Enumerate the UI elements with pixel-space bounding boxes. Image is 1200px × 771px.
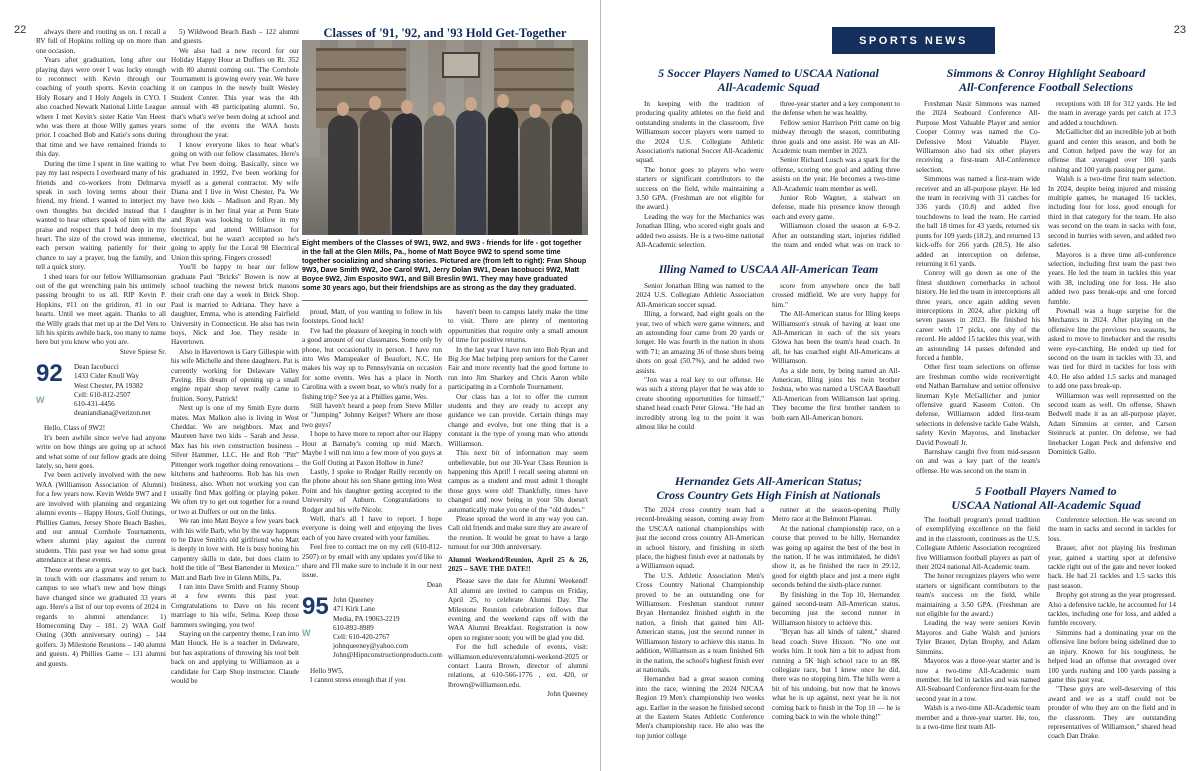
paragraph: Mayoros was a three-year starter and is now a two-time All-Academic team member. He led in tackles and was named All-Seaboard Conference first-team for the second year in a row. (916, 657, 1040, 703)
contact-line: johnqueeney@yahoo.com (332, 642, 409, 651)
paragraph: Still haven't heard a peep from Steve Miller or "Jumping" Johnny Keiper? Where are those two guys? (302, 402, 442, 429)
paragraph: Williamson closed the season at 6-9-2. After an outstanding start, injuries riddled the team and ended what was on track to (772, 222, 900, 250)
simmons-col-1 (916, 100, 1040, 478)
contact-line: Media, PA 19063-2219 (332, 614, 400, 623)
paragraph: Hello, Class of 9W2! (44, 424, 106, 433)
page-number-right: 23 (1173, 24, 1186, 36)
hernandez-headline: Hernandez Gets All-American Status; Cross Country Gets High Finish at Nationals (656, 474, 881, 502)
paragraph: We also had a new record for our Holiday Happy Hour at Duffers on Rt. 352 with 80 alumni coming out. The Cornhole Tournament is growing every year. We have it on campus in the newly built Wesley Student Center. This year was the 4th annual with 48 participating alumni. So, that's what's we've been doing at school and some of the events the WAA hosts throughout the year. (171, 46, 299, 140)
left-column-3 (302, 308, 442, 768)
paragraph: Barnshaw caught five from mid-season on and was a key part of the team's offense. He was second on the team in (916, 448, 1040, 475)
signature-dean: Dean (426, 580, 442, 589)
paragraph: Simmons was named a first-team wide receiver and an all-purpose player. He led the team in receiving with 31 catches for 336 yards (10.8) and added five touchdowns to lead the team. He carried the ball 18 times for 43 yards, returned six punts for 109 yards (18.2), and returned 13 kick-offs for 266 yards (20.5). He also added an interception on defense, returning it 61 yards. (916, 175, 1040, 268)
class-year-92: 92 W (36, 360, 63, 406)
contact-line: West Chester, PA 19382 (74, 381, 144, 390)
soccer-headline: 5 Soccer Players Named to USCAA National All-Academic Squad (658, 66, 879, 94)
paragraph: We ran into Matt Boyce a few years back with his wife Barb, who by the way happens to be Dave Smith's old girlfriend who Matt is deeply in love with. He is busy honing his carpentry skills to date, but does claim to hold the title of "Best Bartender in Mexico." Matt and Barb live in Glenn Mills, Pa. (171, 517, 299, 582)
football-col-2 (1048, 516, 1176, 768)
contact-92 (36, 360, 166, 418)
paragraph: haven't been to campus lately make the time to visit. There are plenty of mentoring opportunities that require only a small amount of time for positive returns. (448, 308, 588, 345)
paragraph: "Bryan has all kinds of talent," shared head coach Steve Hixson. "No one out works him. It took him a bit to adjust from running a 5K high school race to an 8K collegiate race, but I knew once he did, there was no stopping him. The hills were a bit of his undoing, but now that he knows what he is up against, next year he is not coming back to finish in the Top 10 — he is coming back to win the whole thing!" (772, 628, 900, 721)
signature-john: John Queeney (547, 690, 588, 699)
paragraph: score from anywhere once the ball crossed midfield. We are very happy for him." (772, 282, 900, 309)
signature-steve: Steve Spiese Sr. (119, 347, 166, 356)
paragraph: "These guys are well-deserving of this award and we as a staff could not be prouder of who they are on the field and in the classroom. They are outstanding representatives of Williamson," shared head coach Dan Drake. (1048, 685, 1176, 741)
paragraph: three-year starter and a key component to the defense when he was healthy. (772, 100, 900, 118)
paragraph: The U.S. Athletic Association Men's Cross Country National Championship proved to be an outstanding one for Williamson. Freshman standout runner Bryan Hernandez finished eighth in the nation, a finish that gained him All-American status, just the second runner in Williamson history to achieve this status. In addition, Williamson as a team finished 6th in the nation, the school's highest finish ever at nationals. (636, 571, 764, 674)
paragraph: It's been awhile since we've had anyone write on how things are going up at school and what some of our fellow grads are doing lately, so, here goes. (36, 433, 166, 471)
contact-line: 610-431-4456 (74, 400, 115, 409)
col3b-text (302, 667, 442, 686)
paragraph: Illing, a forward, had eight goals on the year, two of which were game winners, and an astounding four came from 20 yards or longer. He was fourth in the nation in shots with 71; an amazing 36 of those shots being shots on goal (50.7%), and he added two assists. (636, 310, 764, 375)
contact-line: 471 Kirk Lane (332, 605, 375, 614)
simmons-col-2 (1048, 100, 1176, 478)
paragraph: Senior Richard Lusch was a spark for the offense, scoring one goal and adding three assists on the year. He becomes a two-time All-Academic team member as well. (772, 156, 900, 193)
paragraph: Brophy got strong as the year progressed. Also a defensive tackle, he accounted for 14 tackles, including one for loss, and added a fumble recovery. (1048, 591, 1176, 628)
paragraph: Simmins had a dominating year on the offensive line before being sidelined due to an injury. Known for his toughness, he helped lead an offense that averaged over 100 yards rushing and 100 yards passing a game this past year. (1048, 628, 1176, 684)
paragraph: Please spread the word in any way you can. Call old friends and make sure they are aware of the reunion. It would be great to have a large turnout for our 30th anniversary. (448, 514, 588, 552)
contact-line: deaniandiana@verizon.net (74, 409, 151, 418)
paragraph: I shed tears for our fellow Williamsonian out of the gut wrenching pain his untimely passing brought to us all. RIP Kevin P. Hopkins, #11 on the gridiron, #1 in our hearts. Until we meet again. Thanks to all the Willy grads that met up at the Del Vets to lift his spirits awhile back, too many to name here but you know who you are. (36, 272, 166, 347)
paragraph: McGallicher did an incredible job at both guard and center this season, and both he and Cotton helped pave the way for an offense that averaged over 100 yards rushing and 100 yards passing per game. (1048, 128, 1176, 174)
paragraph: The honor recognizes players who were starters or significant contributors to the team's success on the field, while maintaining a 3.50 GPA. (Freshman are not eligible for the award.) (916, 572, 1040, 619)
paragraph (636, 251, 764, 253)
reunion-heading: Alumni Weekend/Reunion, April 25 & 26, 2025 – SAVE THE DATE!! (448, 555, 588, 573)
col2-text (171, 28, 299, 686)
left-column-2 (171, 28, 299, 766)
contact-line: John@Hipnconstructionproducts.com (332, 651, 442, 660)
col1-text (36, 28, 166, 348)
contact-line: 610-892-8989 (332, 623, 374, 632)
paragraph: Junior Rob Wagner, a stalwart on defense, made his presence know through each and every game. (772, 194, 900, 221)
football-col-1 (916, 516, 1040, 768)
paragraph: Conference selection. He was second on the team in sacks and second in tackles for loss. (1048, 516, 1176, 543)
paragraph: Well, that's all I have to report. I hope everyone is doing well and enjoying the lives each of you have created with your families. (302, 514, 442, 542)
paragraph: Walsh is a two-time All-Academic team member and a three-year starter. He, too, is a two-time first team All- (916, 704, 1040, 731)
left-column-1 (36, 28, 166, 766)
soccer-col-1 (636, 100, 764, 252)
paragraph: Pownall was a huge surprise for the Mechanics in 2024. After playing on the offensive line the previous two seasons, he asked to move to linebacker and the results were eye-catching. He ended up tied for second on the team in tackles with 33, and was tied for third in tackles for loss with 4.0. He also added 1.5 sacks and managed to add one pass break-up. (1048, 306, 1176, 391)
paragraph: I know everyone likes to hear what's going on with our fellow classmates. Here's what I've been doing. Basically, since we graduated in 1992, I've been working for myself as a general contractor. My wife Diana and I live in West Chester, Pa. We have two kids – Madison and Ryan. My daughter is in her final year at Penn State and Ryan was looking to follow in my footsteps and attend Williamson for electrical, but he wasn't accepted so he's going to apply for the Local 98 Electrical Union this spring. Fingers crossed! (171, 140, 299, 262)
paragraph: Mayoros is a three time all-conference selection, including first team the past two years. He led the team in tackles this year with 38, including one for loss. He also added two pass break-ups and one forced fumble. (1048, 250, 1176, 306)
paragraph: Williamson was well represented on the second team as well. On offense, Shawn Bedwell made it as an all-purpose player, Adam Simmins at center, and Carson Steinruck at punter. On defense, we had linebacker Logan Peck and defensive end Dominick Gallo. (1048, 391, 1176, 457)
col3-text (302, 308, 442, 581)
paragraph: Other first team selections on offense are freshman combo wide receiver/tight end Nathan Barnshaw and senior offensive lineman Kyle McGallicher and junior offensive guard Kaseem Cotton. On defense, Williamson added first-team selections in defensive tackle Gabe Walsh, safety Kevin Mayoros, and linebacker David Pownall Jr. (916, 363, 1040, 447)
col1b-text (36, 424, 166, 669)
paragraph: As a side note, by being named an All-American, Illing joins his twin brother Joshua, who was named a USCAA Baseball All-American from Williamson last spring. They become the first brother tandem to both earn All-American honors. (772, 366, 900, 422)
illing-col-1 (636, 282, 764, 464)
paragraph: In keeping with the tradition of producing quality athletes on the field and outstanding students in the classroom, five Williamson soccer players were named to the 2024 U.S. Collegiate Athletic Association's national Soccer All-Academic squad. (636, 100, 764, 165)
contact-95 (302, 593, 442, 660)
paragraph: Hernandez had a great season coming into the race, winning the 2024 NJCAA Region 19 Men's championship two weeks ago. Earlier in the season he finished second at the Eastern States Athletic Conference Men's championship race. He also was the top junior college (636, 675, 764, 740)
paragraph: 5) Wildwood Beach Bash – 122 alumni and guests. (171, 28, 299, 46)
page-number-left: 22 (14, 24, 27, 36)
paragraph: For the full schedule of events, visit: williamson.edu/events/alumni-weekend-2025 or contact Laura Brown, director of alumni relations, at 610-566-1776 , ext. 420, or lbrown@williamson.edu. (448, 643, 588, 689)
paragraph: Leading the way were seniors Kevin Mayoros and Gabe Walsh and juniors Tyler Brauer, Dylan Brophy, and Adam Simmins. (916, 619, 1040, 656)
paragraph: Leading the way for the Mechanics was Jonathan Illing, who scored eight goals and added two assists. He is a two-time national All-Academic selection. (636, 212, 764, 250)
paragraph: Feel free to contact me on my cell (610-812-2507) or by email with any updates you'd like to share and I'll make sure to include it in our next issue. (302, 543, 442, 580)
section-band: SPORTS NEWS (832, 27, 995, 54)
paragraph: I cannot stress enough that if you (310, 676, 406, 685)
paragraph: Freshman Nasir Simmons was named the 2024 Seaboard Conference All-Purpose Most Valuable Player and senior Cooper Conroy was named the Co-Defensive Most Valuable Player. Williamson also had six other players receiving a first-team All-Conference selection. (916, 100, 1040, 174)
divider (302, 300, 588, 301)
contact-95-info (333, 596, 442, 660)
paragraph: Hello 9W5, (310, 666, 344, 675)
paragraph: These events are a great way to get back in touch with our classmates and return to campus to see what's new and how things have changed since we graduated 33 years ago. Here's a list of our top events of 2024 in regards to alumni attendance: 1) Homecoming Day – 181. 2) WAA Golf Outing (30th anniversary outing) – 144 golfers. 3) Milestone Reunions – 140 alumni and guests. 4) Phillies Game – 131 alumni and guests. (36, 565, 166, 668)
paragraph: always there and rooting us on. I recall a RV full of Hopkins rolling up on more than one occasion. (36, 28, 166, 55)
contact-line: John Queeney (332, 596, 374, 605)
col4-text (448, 308, 588, 553)
paragraph: I've had the pleasure of keeping in touch with a good amount of our classmates. Some only by phone, but occasionally in person. I have run into Wes Manspeaker of Beaufort, N.C. He makes his way up to Pennsylvania on occasion for some events. Wes has a place in North Carolina with a sweet boat, so who's ready for a fishing trip? See ya at a Phillies game, Wes. (302, 326, 442, 401)
simmons-headline: Simmons & Conroy Highlight Seaboard All-Conference Football Selections (946, 66, 1146, 94)
paragraph: Next up is one of my Smith Eyre dorm mates. Max Malkon also is living in West Cheddar. We are neighbors. Max and Maureen have two kids – Sarah and Jesse. Max has his own construction business – Silver Hammer, LLC. He and Rob "Pitt" Pittenger work together doing renovations – kitchens and bathrooms. Rob has his own business, also. When not working you can usually find Max golfing or playing poker. We often try to get out together for a round or two at Duffers or out on the links. (171, 404, 299, 516)
contact-line: Dean Iacobucci (74, 363, 119, 372)
paragraph: Lastly, I spoke to Rodger Reilly recently on the phone about his son Shane getting into West Point and his daughter getting accepted to the University of Auburn. Congratulations to Rodger and his wife Nicole. (302, 467, 442, 514)
paragraph: Conroy will go down as one of the finest shutdown cornerbacks in school history. He led the team in interceptions all three years, once again adding seven interceptions in 2024, after picking off seven passes in 2023. He finished his career with 17 picks, one shy of the record. He added 15 tackles this year, with an astounding 14 passes defended and forced a fumble. (916, 269, 1040, 362)
feature-headline: Classes of '91, '92, and '93 Hold Get-Together (323, 26, 567, 40)
paragraph: By finishing in the Top 10, Hernandez gained second-team All-American status, becoming just the second runner in Williamson history to achieve this. (772, 590, 900, 627)
hernandez-col-2 (772, 506, 900, 768)
paragraph: Also in Havertown is Gary Gillespie with his wife Michelle and three daughters. Pat is currently working for Delaware Valley Paving. His dream of opening up a small engine repair shop never really came to fruition. Sorry, Patrick! (171, 347, 299, 403)
photo-caption: Eight members of the Classes of 9W1, 9W2, and 9W3 - friends for life - got together in the fall at the Glen Mills, Pa., home of Matt Boyce 9W2 to spend some time together socializing and sharing stories. Pictured are (from left to right): Fran Shoup 9W3, Dave Smith 9W2, Joe Carol 9W1, Jerry Dolan 9W1, Dean Iacobucci 9W2, Matt Boyce 9W2, Jim Esposito 9W1, and Bill Breslin 9W1. They may have graduated some 30 years ago, but their friendships are as strong as the day they graduated. (302, 239, 587, 292)
contact-line: 1433 Cider Knoll Way (74, 372, 139, 381)
paragraph: You'll be happy to hear our fellow graduate Paul "Bricks" Bowen is now at school teaching the newest brick masons their craft one day a week in Brick Shop. Paul is married to Adriana. They have a daughter, Emma, who is attending Fairfield University in Connecticut. He also has twin boys, Nick and Joe. They reside in Havertown. (171, 263, 299, 347)
illing-headline: Illing Named to USCAA All-American Team (658, 262, 879, 276)
paragraph: Please save the date for Alumni Weekend! All alumni are invited to campus on Friday, April 25, to celebrate Alumni Day. The Milestone Reunion celebration follows that evening and the weekend caps off with the WAA Alumni Breakfast. Registration is now open so register soon; you will be glad you did. (448, 577, 588, 642)
paragraph: In the last year I have run into Bob Ryan and Big Joe Mac helping prep seniors for the Career Fair and more recently had the good fortune to run into Jim Sharkey and Chris Aaron while participating in a Cornhole Tournament. (448, 345, 588, 392)
paragraph: proud, Matt, of you wanting to follow in his footsteps. Good luck! (302, 308, 442, 326)
contact-92-info (74, 363, 151, 418)
paragraph: Fellow senior Harrison Pritt came on big midway through the season, contributing three goals and one assist. He was an All-Academic team member in 2023. (772, 118, 900, 156)
hernandez-col-1 (636, 506, 764, 768)
football-headline: 5 Football Players Named to USCAA National All-Academic Squad (951, 484, 1141, 512)
paragraph: receptions with 18 for 312 yards. He led the team in average yards per catch at 17.3 and added a touchdown. (1048, 100, 1176, 127)
paragraph: The honor goes to players who were starters or significant contributors to the success on the field, while maintaining a 3.50 GPA. (Freshman are not eligible for the award.) (636, 165, 764, 212)
paragraph: At the national championship race, on a course that proved to be hilly, Hernandez was going up against the best of the best in the nation. If he was intimidated, he didn't show it, as he finished the race in 29:12, good for eighth place and just a mere eight seconds behind the sixth-place runner. (772, 524, 900, 590)
contact-line: Cell: 610-812-2507 (74, 390, 131, 399)
paragraph: The 2024 cross country team had a record-breaking season, coming away from the USCAA national championships with just the second cross country All-American in school history, and finishing in sixth place, the highest finish ever at nationals by a Williamson squad. (636, 506, 764, 571)
illing-col-2 (772, 282, 900, 464)
left-column-4 (448, 308, 588, 768)
group-photo (302, 40, 588, 235)
paragraph: Brauer, after not playing his freshman year, gained a starting spot at defensive tackle right out of the gate and never looked back. He had 21 tackles and 1.5 sacks this past season. (1048, 544, 1176, 590)
paragraph: Our class has a lot to offer the current students and they are ready to accept any guidance we can provide. Certain things may change and evolve, but one thing that is a constant is the type of young man who attends Williamson. (448, 392, 588, 448)
paragraph: "Jon was a real key to our offense. He was such a strong player that he was able to create shooting opportunities for himself," shared head coach Peter Glowa. "He had an incredibly strong leg to the point it was almost like he could (636, 376, 764, 432)
paragraph: runner at the season-opening Philly Metro race at the Belmont Plateau. (772, 506, 900, 524)
paragraph: The football program's proud tradition of exemplifying excellence on the field and in the classroom, continues as the U.S. Collegiate Athletic Association recognized five Williamson football players as part of their 2024 national All-Academic team. (916, 516, 1040, 572)
paragraph: Senior Jonathan Illing was named to the 2024 U.S. Collegiate Athletic Association All-American soccer squad. (636, 282, 764, 309)
paragraph: The All-American status for Illing keeps Williamson's streak of having at least one All-American in each of the six years Glowa has been the team's head coach. In all, he has coached eight All-Americans at Williamson. (772, 310, 900, 366)
paragraph: During the time I spent in line waiting to pay my last respects I overheard many of his friends and co-workers from Delmarva speak in such loving terms about their friend, my friend. I wanted to interject my own thoughts but decided instead that I wanted to hear others speak of him with the praise and respect that I hold deep in my heart. The size of the crowd was immense, each person waiting patiently for their chance to say a prayer, hug the family, and tell a quick story. (36, 159, 166, 272)
paragraph: Years after graduation, long after our playing days were over I was lucky enough to reconnect with Kevin through our coaching of youth sports. Kevin coaching Holy Rosary and I Holy Angels in CYO. I also coached Newark National Little League where I met Kevin's sister Katie Van Heest who was there at those Willy games years prior. I coached Bob and Katie's sons during that time and we have remained friends to this day. (36, 56, 166, 159)
paragraph: I've been actively involved with the new WAA (Williamson Association of Alumni) for a few years now. Kevin Welde 9W7 and I are involved with planning and organizing alumni events – Happy Hours, Golf Outings, Phillies Games, Jersey Shore Beach Bashes, and our annual Cornhole Tournaments, where alumni play against the current students. This past year we had some great attendance at these events. (36, 471, 166, 565)
paragraph: Walsh is a two-time first team selection. In 2024, despite being injured and missing multiple games, he managed 16 tackles, including four for loss, good enough for third in that category for the team. He also was second on the team in sacks with four, second in hurries with seven, and added two safeties. (1048, 175, 1176, 250)
col4b-text (448, 577, 588, 690)
paragraph: I ran into Dave Smith and Franny Shoup at a few events this past year. Congratulations to Dave on his recent marriage to his wife, Selma. Keep those hammers swinging, you two! (171, 582, 299, 629)
contact-line: Cell: 610-420-2767 (332, 633, 390, 641)
paragraph: Staying on the carpentry theme, I ran into Matt Houck. He is a teacher in Delaware, but has aspirations of throwing his tool belt back on and applying to Williamson as a candidate for Carp Shop instructor. Claude would be (171, 630, 299, 686)
class-year-95: 95 W (302, 593, 329, 639)
paragraph: This next bit of information may seem unbelievable, but our 30-Year Class Reunion is happening this April! I recall seeing alumni on campus as a student and must admit I thought those guys were old! Thankfully, times have changed and now being in your 50s doesn't automatically make you one of the "old dudes." (448, 449, 588, 514)
soccer-col-2 (772, 100, 900, 252)
paragraph: I hope to have more to report after our Happy Hour at Barnaby's coming up mid March. Maybe I will run into a few more of you guys at the Golf Outing at Paxon Hollow in June? (302, 430, 442, 467)
